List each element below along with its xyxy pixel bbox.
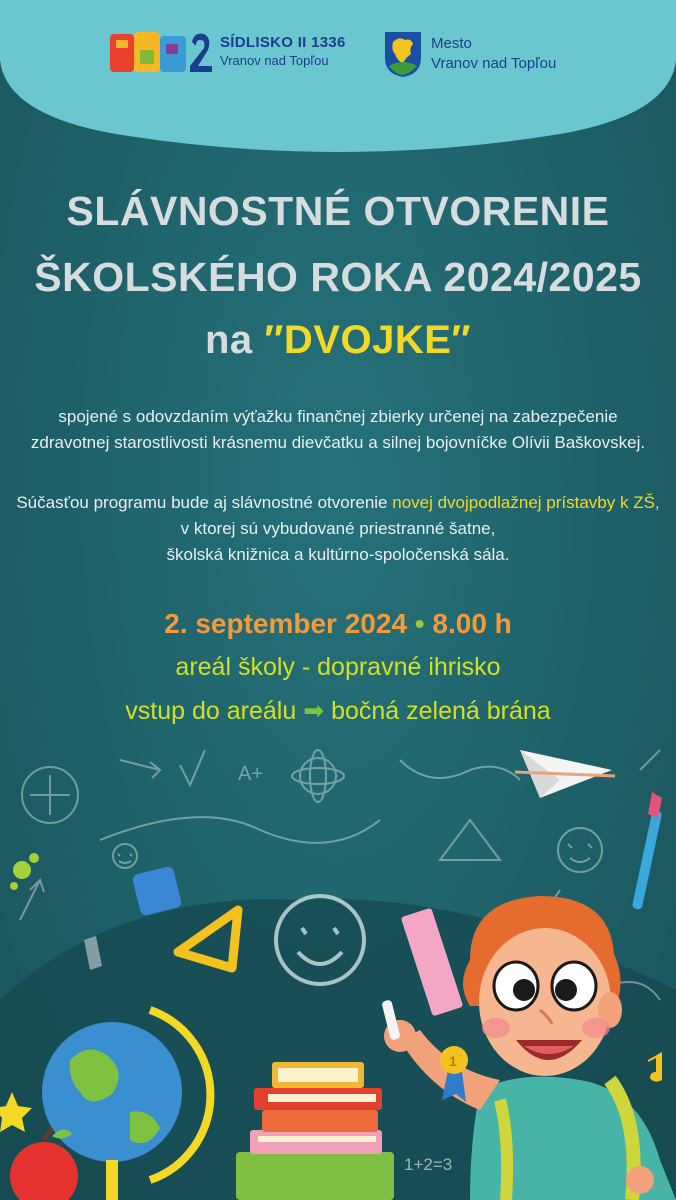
title-line-3 — [0, 318, 676, 363]
program-line-1-prefix: Súčasťou programu bude aj slávnostné otvorenie — [16, 493, 393, 512]
school-logo-mark — [108, 28, 214, 76]
event-time: 8.00 h — [432, 608, 512, 639]
title-line-1: SLÁVNOSTNÉ OTVORENIE — [66, 188, 610, 234]
title-line-3-prefix: na — [204, 318, 265, 362]
header-band — [0, 0, 676, 160]
program-highlight: novej dvojpodlažnej prístavby k ZŠ, — [392, 493, 660, 512]
school-city: Vranov nad Topľou — [220, 53, 329, 68]
illustration — [0, 740, 676, 1200]
event-separator: • — [414, 608, 425, 639]
chalk-grade: A+ — [238, 763, 264, 785]
intro-line-2: zdravotnej starostlivosti krásnemu dievčatku a silnej bojovníčke Olívii Baškovskej. — [30, 433, 646, 452]
eraser-icon — [132, 866, 183, 917]
event-entry — [0, 696, 676, 726]
paper-plane-icon — [515, 750, 615, 798]
event-location: areál školy - dopravné ihrisko — [175, 653, 501, 681]
city-label: Mesto — [431, 35, 472, 52]
program-line-1 — [0, 490, 676, 516]
title-line-2: ŠKOLSKÉHO ROKA 2024/2025 — [34, 254, 642, 300]
medal-number: 1 — [449, 1053, 457, 1069]
intro-paragraph — [0, 404, 676, 456]
program-line-3: školská knižnica a kultúrno-spoločenská sála. — [166, 545, 510, 564]
event-date-time — [0, 608, 676, 640]
city-name: Vranov nad Topľou — [431, 55, 557, 72]
entry-suffix: bočná zelená brána — [331, 697, 551, 725]
event-date: 2. september 2024 — [164, 608, 408, 639]
chalk-formula: 1+2=3 — [404, 1155, 453, 1174]
paint-brush-icon — [632, 792, 663, 910]
program-paragraph — [0, 490, 676, 568]
title-highlight: ″DVOJKE″ — [264, 318, 472, 362]
school-name: SÍDLISKO II 1336 — [220, 34, 346, 51]
school-logo — [108, 28, 346, 76]
city-crest-icon — [383, 30, 423, 78]
entry-arrow-icon: ➡ — [303, 697, 325, 725]
intro-line-1: spojené s odovzdaním výťažku finančnej zbierky určenej na zabezpečenie — [58, 407, 618, 426]
entry-prefix: vstup do areálu — [125, 697, 297, 725]
program-line-2: v ktorej sú vybudované priestranné šatne, — [180, 519, 496, 538]
city-logo — [383, 30, 556, 78]
